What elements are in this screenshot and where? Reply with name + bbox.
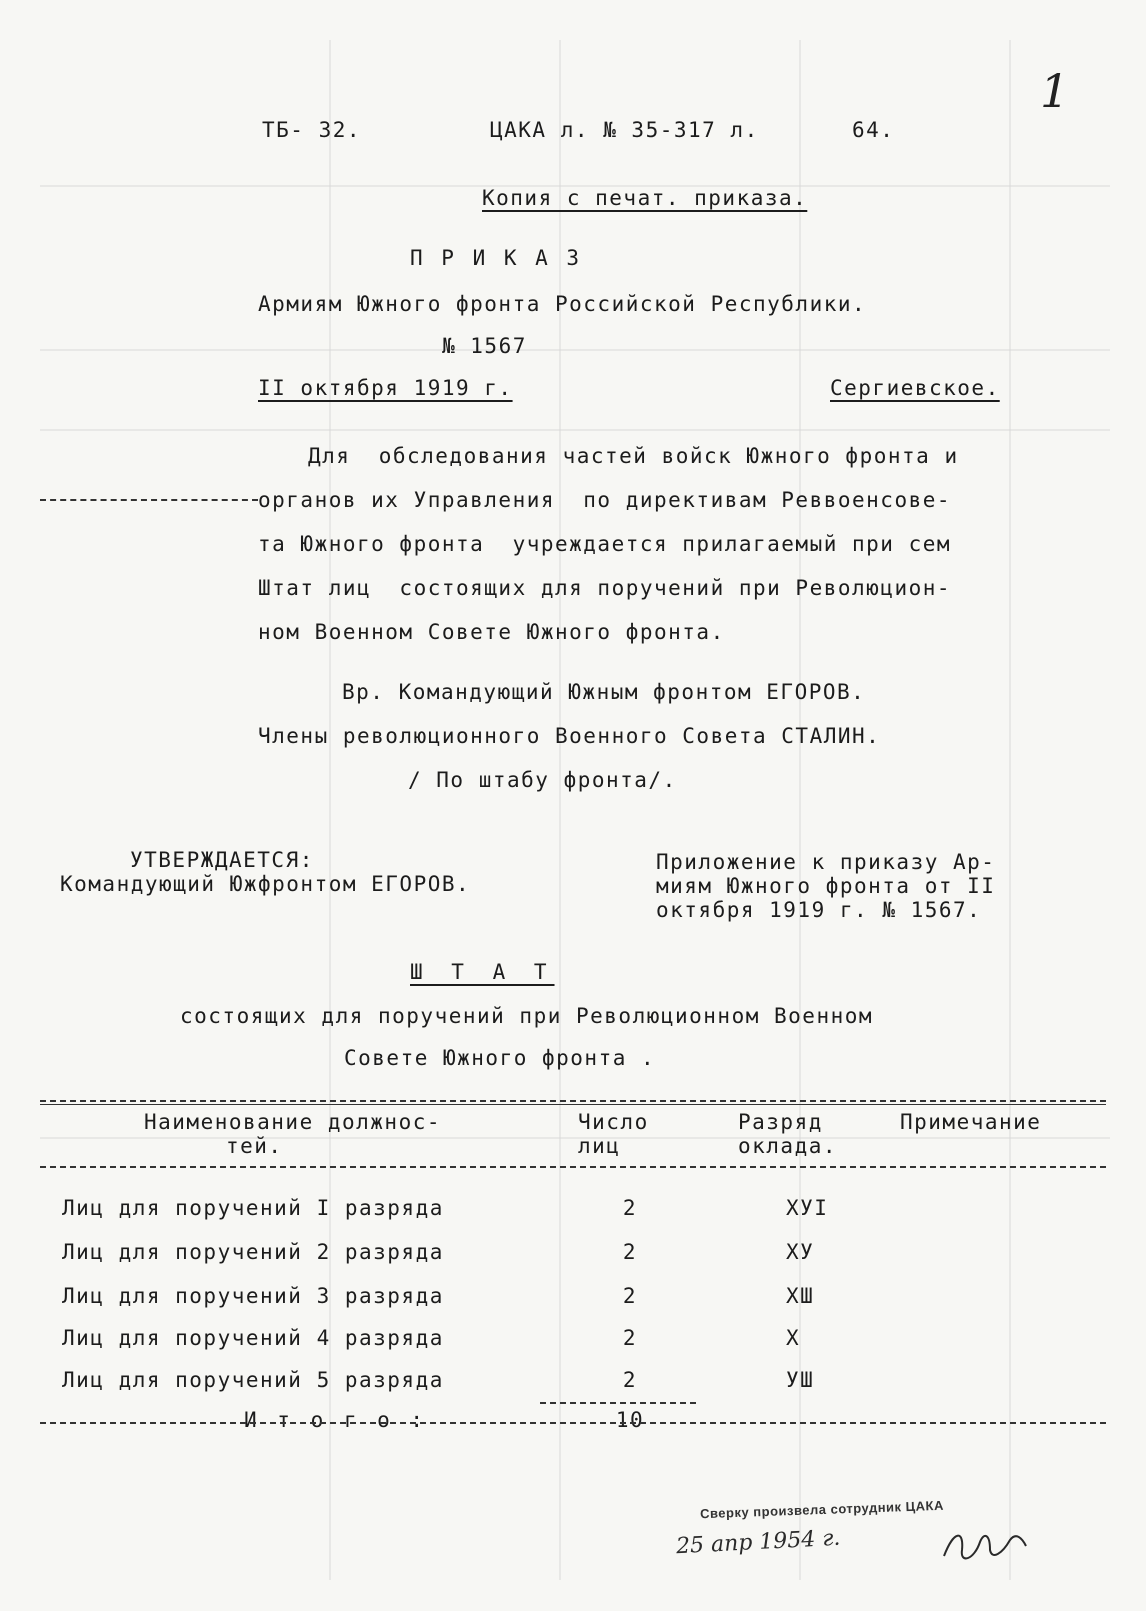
approval-signature: Командующий Южфронтом ЕГОРОВ. [60, 872, 471, 896]
header-position-1: Наименование должнос- [144, 1110, 442, 1134]
order-date: II октября 1919 г. [258, 376, 513, 400]
approval-heading: УТВЕРЖДАЕТСЯ: [130, 848, 314, 872]
header-note: Примечание [900, 1110, 1042, 1134]
document-code: ТБ- 32. [262, 118, 362, 142]
table-row-1-position: Лиц для поручений I разряда [62, 1196, 444, 1220]
header-count-1: Число [578, 1110, 649, 1134]
order-title: П Р И К А З [410, 246, 583, 270]
table-row-1-grade: ХУI [786, 1196, 829, 1220]
order-body-line-1: Для обследования частей войск Южного фронта и [308, 444, 959, 468]
margin-rule [40, 499, 258, 501]
header-position-2: тей. [226, 1134, 283, 1158]
table-row-3-position: Лиц для поручений 3 разряда [62, 1284, 444, 1308]
archive-stamp: Сверку произвела сотрудник ЦАКА [699, 1497, 945, 1522]
table-bottom-rule [40, 1422, 1106, 1424]
order-number: № 1567 [442, 334, 527, 358]
header-grade-2: оклада. [738, 1134, 838, 1158]
table-top-rule [40, 1100, 1106, 1102]
appendix-line-3: октября 1919 г. № 1567. [656, 898, 982, 922]
table-top-rule-2 [40, 1104, 1106, 1105]
archive-reference: ЦАКА л. № 35-317 л. [490, 118, 759, 142]
table-row-4-count: 2 [622, 1326, 638, 1350]
table-row-2-count: 2 [622, 1240, 638, 1264]
order-body-line-2: органов их Управления по директивам Реввоенсове- [258, 488, 952, 512]
order-body-line-5: ном Военном Совете Южного фронта. [258, 620, 725, 644]
table-row-2-grade: ХУ [786, 1240, 815, 1264]
table-row-3-grade: ХШ [786, 1284, 815, 1308]
table-row-5-grade: УШ [786, 1368, 815, 1392]
order-addressee: Армиям Южного фронта Российской Республики. [258, 292, 867, 316]
order-body-line-4: Штат лиц состоящих для поручений при Революцион- [258, 576, 952, 600]
header-grade-1: Разряд [738, 1110, 823, 1134]
table-total-value: 10 [615, 1408, 645, 1432]
table-row-4-position: Лиц для поручений 4 разряда [62, 1326, 444, 1350]
table-row-5-count: 2 [622, 1368, 638, 1392]
handwritten-signature [940, 1520, 1030, 1570]
page-number: 1 [1040, 64, 1070, 118]
signature-commander: Вр. Командующий Южным фронтом ЕГОРОВ. [342, 680, 866, 704]
table-row-3-count: 2 [622, 1284, 638, 1308]
sheet-number: 64. [852, 118, 895, 142]
total-rule [540, 1402, 696, 1404]
signature-council: Члены революционного Военного Совета СТАЛИН. [258, 724, 881, 748]
order-body-line-3: та Южного фронта учреждается прилагаемый при сем [258, 532, 952, 556]
header-count-2: лиц [578, 1134, 621, 1158]
table-total-label: И т о г о : [244, 1408, 428, 1432]
table-row-2-position: Лиц для поручений 2 разряда [62, 1240, 444, 1264]
table-row-5-position: Лиц для поручений 5 разряда [62, 1368, 444, 1392]
table-header-rule [40, 1166, 1106, 1168]
staff-title: Ш Т А Т [410, 960, 555, 984]
staff-subtitle-line-2: Совете Южного фронта . [344, 1046, 656, 1070]
signature-staff: / По штабу фронта/. [408, 768, 677, 792]
order-place: Сергиевское. [830, 376, 1000, 400]
table-row-4-grade: Х [786, 1326, 801, 1350]
appendix-line-1: Приложение к приказу Ар- [656, 850, 996, 874]
appendix-line-2: миям Южного фронта от II [656, 874, 996, 898]
staff-subtitle-line-1: состоящих для поручений при Революционном Военном [180, 1004, 874, 1028]
copy-note: Копия с печат. приказа. [482, 186, 808, 210]
stamp-handwritten-date: 25 апр 1954 г. [675, 1525, 841, 1560]
table-row-1-count: 2 [622, 1196, 638, 1220]
